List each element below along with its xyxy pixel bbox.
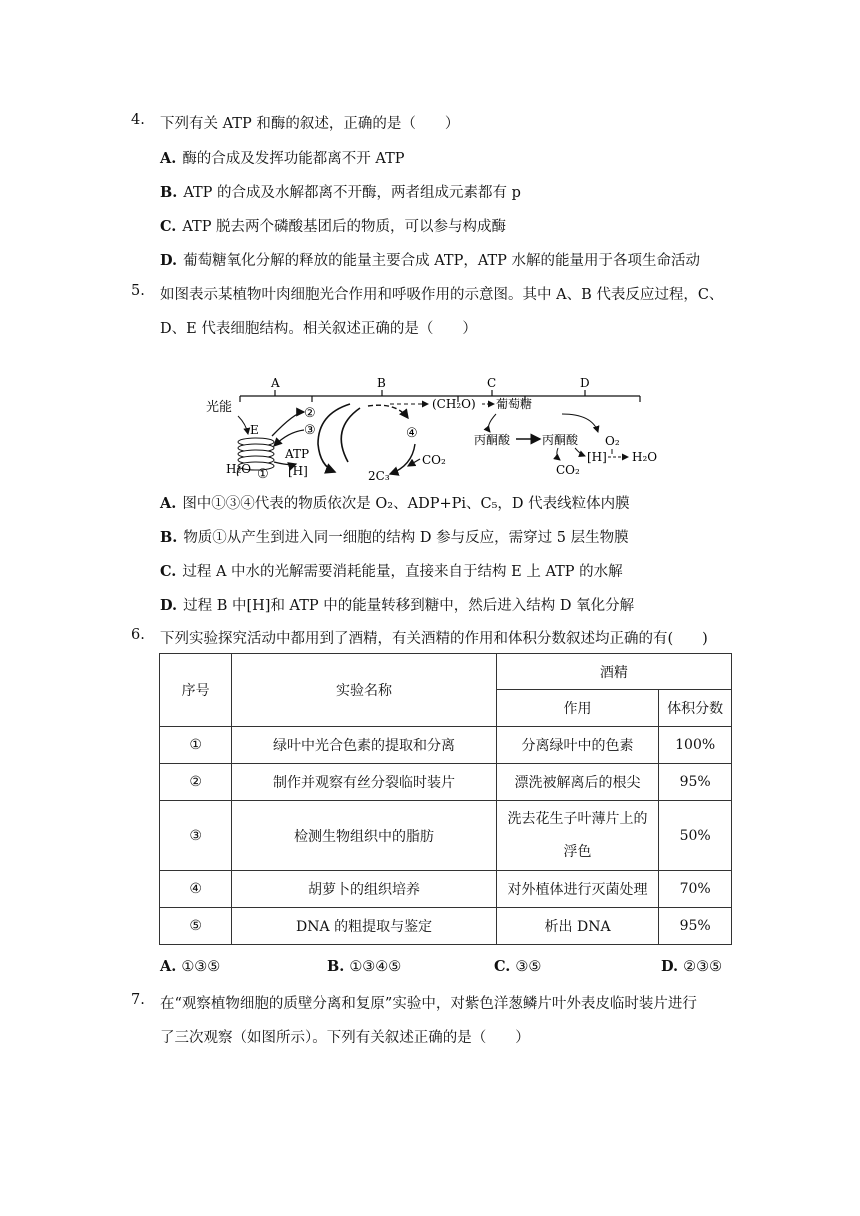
option-text: 过程 B 中[H]和 ATP 中的能量转移到糖中，然后进入结构 D 氧化分解: [183, 598, 635, 614]
option-letter: D.: [160, 252, 178, 269]
q5-option-c: [160, 560, 623, 581]
co2-mid-label: CO₂: [422, 453, 446, 467]
row-no: ②: [160, 764, 232, 801]
row-use: 分离绿叶中的色素: [496, 727, 659, 764]
cycle-right-arc: [390, 444, 415, 474]
glucose-down-arrow: [488, 414, 496, 432]
option-text: ATP 的合成及水解都离不开酶，两者组成元素都有 p: [183, 185, 521, 201]
row-use: 洗去花生子叶薄片上的浮色: [496, 801, 659, 871]
glucose-label: 葡萄糖: [496, 397, 533, 411]
q4-option-d: [160, 249, 700, 270]
option-text: 酶的合成及发挥功能都离不开 ATP: [182, 151, 405, 167]
option-text: ①③④⑤: [349, 959, 402, 975]
q6-answer-d: [661, 958, 722, 975]
header-use: 作用: [496, 690, 659, 727]
q5-option-a: [160, 492, 630, 513]
header-fraction: 体积分数: [659, 690, 732, 727]
row-fraction: 95%: [659, 908, 732, 945]
q6-answer-b: [327, 958, 401, 975]
option-letter: A.: [160, 150, 177, 167]
brace-label-c: C: [487, 376, 497, 390]
q7-stem-line2: 了三次观察（如图所示）。下列有关叙述正确的是（ ）: [160, 1030, 530, 1046]
substance-4-label: ④: [406, 426, 418, 441]
q6-number: 6.: [131, 627, 145, 643]
option-text: 物质①从产生到进入同一细胞的结构 D 参与反应，需穿过 5 层生物膜: [183, 530, 629, 546]
option-letter: B.: [160, 529, 178, 546]
ch2o-label: (CH₂O): [432, 397, 476, 411]
structure-e-label: E: [250, 423, 259, 437]
o2-label: O₂: [605, 434, 620, 448]
option-text: 过程 A 中水的光解需要消耗能量，直接来自于结构 E 上 ATP 的水解: [182, 564, 623, 580]
table-row: [160, 727, 732, 764]
row-use: 漂洗被解离后的根尖: [496, 764, 659, 801]
option-letter: C.: [160, 563, 177, 580]
header-name: 实验名称: [232, 654, 496, 727]
option-letter: C.: [160, 218, 177, 235]
q6-stem: 下列实验探究活动中都用到了酒精，有关酒精的作用和体积分数叙述均正确的有( ): [160, 631, 708, 647]
table-row: [160, 801, 732, 871]
option-text: 葡萄糖氧化分解的释放的能量主要合成 ATP，ATP 水解的能量用于各项生命活动: [183, 253, 701, 269]
cycle-top-arc: [368, 405, 408, 418]
row-fraction: 95%: [659, 764, 732, 801]
option-text: ATP 脱去两个磷酸基团后的物质，可以参与构成酶: [182, 219, 507, 235]
substance-3-label: ③: [304, 423, 316, 438]
atp-label: ATP: [285, 447, 310, 461]
table-row: [160, 764, 732, 801]
table-row: [160, 908, 732, 945]
co2-release-arrow: [557, 448, 560, 460]
q4-option-c: [160, 215, 506, 236]
pyruvate-1-label: 丙酮酸: [474, 433, 511, 447]
pyruvate-2-label: 丙酮酸: [542, 433, 579, 447]
cycle-left-arc: [341, 408, 360, 462]
mito-arrow: [562, 414, 598, 432]
row-name: 胡萝卜的组织培养: [232, 871, 496, 908]
row-no: ⑤: [160, 908, 232, 945]
q4-number: 4.: [131, 112, 145, 128]
q6-answer-c: [494, 958, 541, 975]
brace-label-b: B: [377, 376, 386, 390]
q5-stem-line2: D、E 代表细胞结构。相关叙述正确的是（ ）: [160, 321, 477, 337]
header-no: 序号: [160, 654, 232, 727]
q7-number: 7.: [131, 992, 145, 1008]
substance-2-label: ②: [304, 406, 316, 421]
row-no: ③: [160, 801, 232, 871]
h2o-right-label: H₂O: [632, 450, 658, 464]
q6-answer-a: [160, 958, 220, 975]
header-alcohol: 酒精: [496, 654, 731, 690]
option-text: ③⑤: [515, 959, 542, 975]
option-text: ②③⑤: [683, 959, 723, 975]
row-fraction: 70%: [659, 871, 732, 908]
q5-option-b: [160, 526, 629, 547]
row-use: 对外植体进行灭菌处理: [496, 871, 659, 908]
option-letter: A.: [160, 495, 177, 512]
h-right-label: [H]: [587, 450, 607, 464]
c3-label: 2C₃: [368, 469, 390, 483]
q5-option-d: [160, 594, 634, 615]
arrow-to-2: [272, 412, 304, 436]
row-name: 绿叶中光合色素的提取和分离: [232, 727, 496, 764]
row-name: 检测生物组织中的脂肪: [232, 801, 496, 871]
option-letter: D.: [160, 597, 178, 614]
option-text: 图中①③④代表的物质依次是 O₂、ADP+Pi、C₅，D 代表线粒体内膜: [182, 496, 630, 512]
q5-stem-line1: 如图表示某植物叶肉细胞光合作用和呼吸作用的示意图。其中 A、B 代表反应过程，C、: [160, 287, 724, 303]
brace-label-a: A: [271, 376, 280, 390]
row-fraction: 50%: [659, 801, 732, 871]
to-h-arrow: [575, 448, 585, 456]
option-text: ①③⑤: [181, 959, 221, 975]
light-energy-label: 光能: [206, 400, 233, 415]
row-no: ①: [160, 727, 232, 764]
arrow-3-to-stack: [274, 430, 304, 446]
q4-stem: 下列有关 ATP 和酶的叙述，正确的是（ ）: [160, 116, 460, 132]
row-name: DNA 的粗提取与鉴定: [232, 908, 496, 945]
co2-right-label: CO₂: [556, 463, 580, 477]
option-letter: D.: [661, 958, 679, 975]
row-name: 制作并观察有丝分裂临时装片: [232, 764, 496, 801]
h2o-left-label: H₂O: [226, 462, 252, 476]
photosynthesis-respiration-diagram: [200, 374, 660, 484]
table-row: [160, 871, 732, 908]
option-letter: B.: [160, 184, 178, 201]
option-letter: B.: [327, 958, 345, 975]
alcohol-experiment-table: [159, 653, 732, 945]
cycle-energy-arc: [318, 404, 350, 472]
q7-stem-line1: 在“观察植物细胞的质壁分离和复原”实验中，对紫色洋葱鳞片叶外表皮临时装片进行: [160, 996, 697, 1012]
brace-label-d: D: [580, 376, 590, 390]
row-no: ④: [160, 871, 232, 908]
row-fraction: 100%: [659, 727, 732, 764]
q4-option-a: [160, 147, 405, 168]
h-left-label: [H]: [288, 464, 308, 478]
option-letter: C.: [494, 958, 511, 975]
q4-option-b: [160, 181, 521, 202]
row-use: 析出 DNA: [496, 908, 659, 945]
q5-number: 5.: [131, 283, 145, 299]
light-arrow: [238, 416, 248, 434]
substance-1-label: ①: [257, 467, 269, 482]
option-letter: A.: [160, 958, 177, 975]
